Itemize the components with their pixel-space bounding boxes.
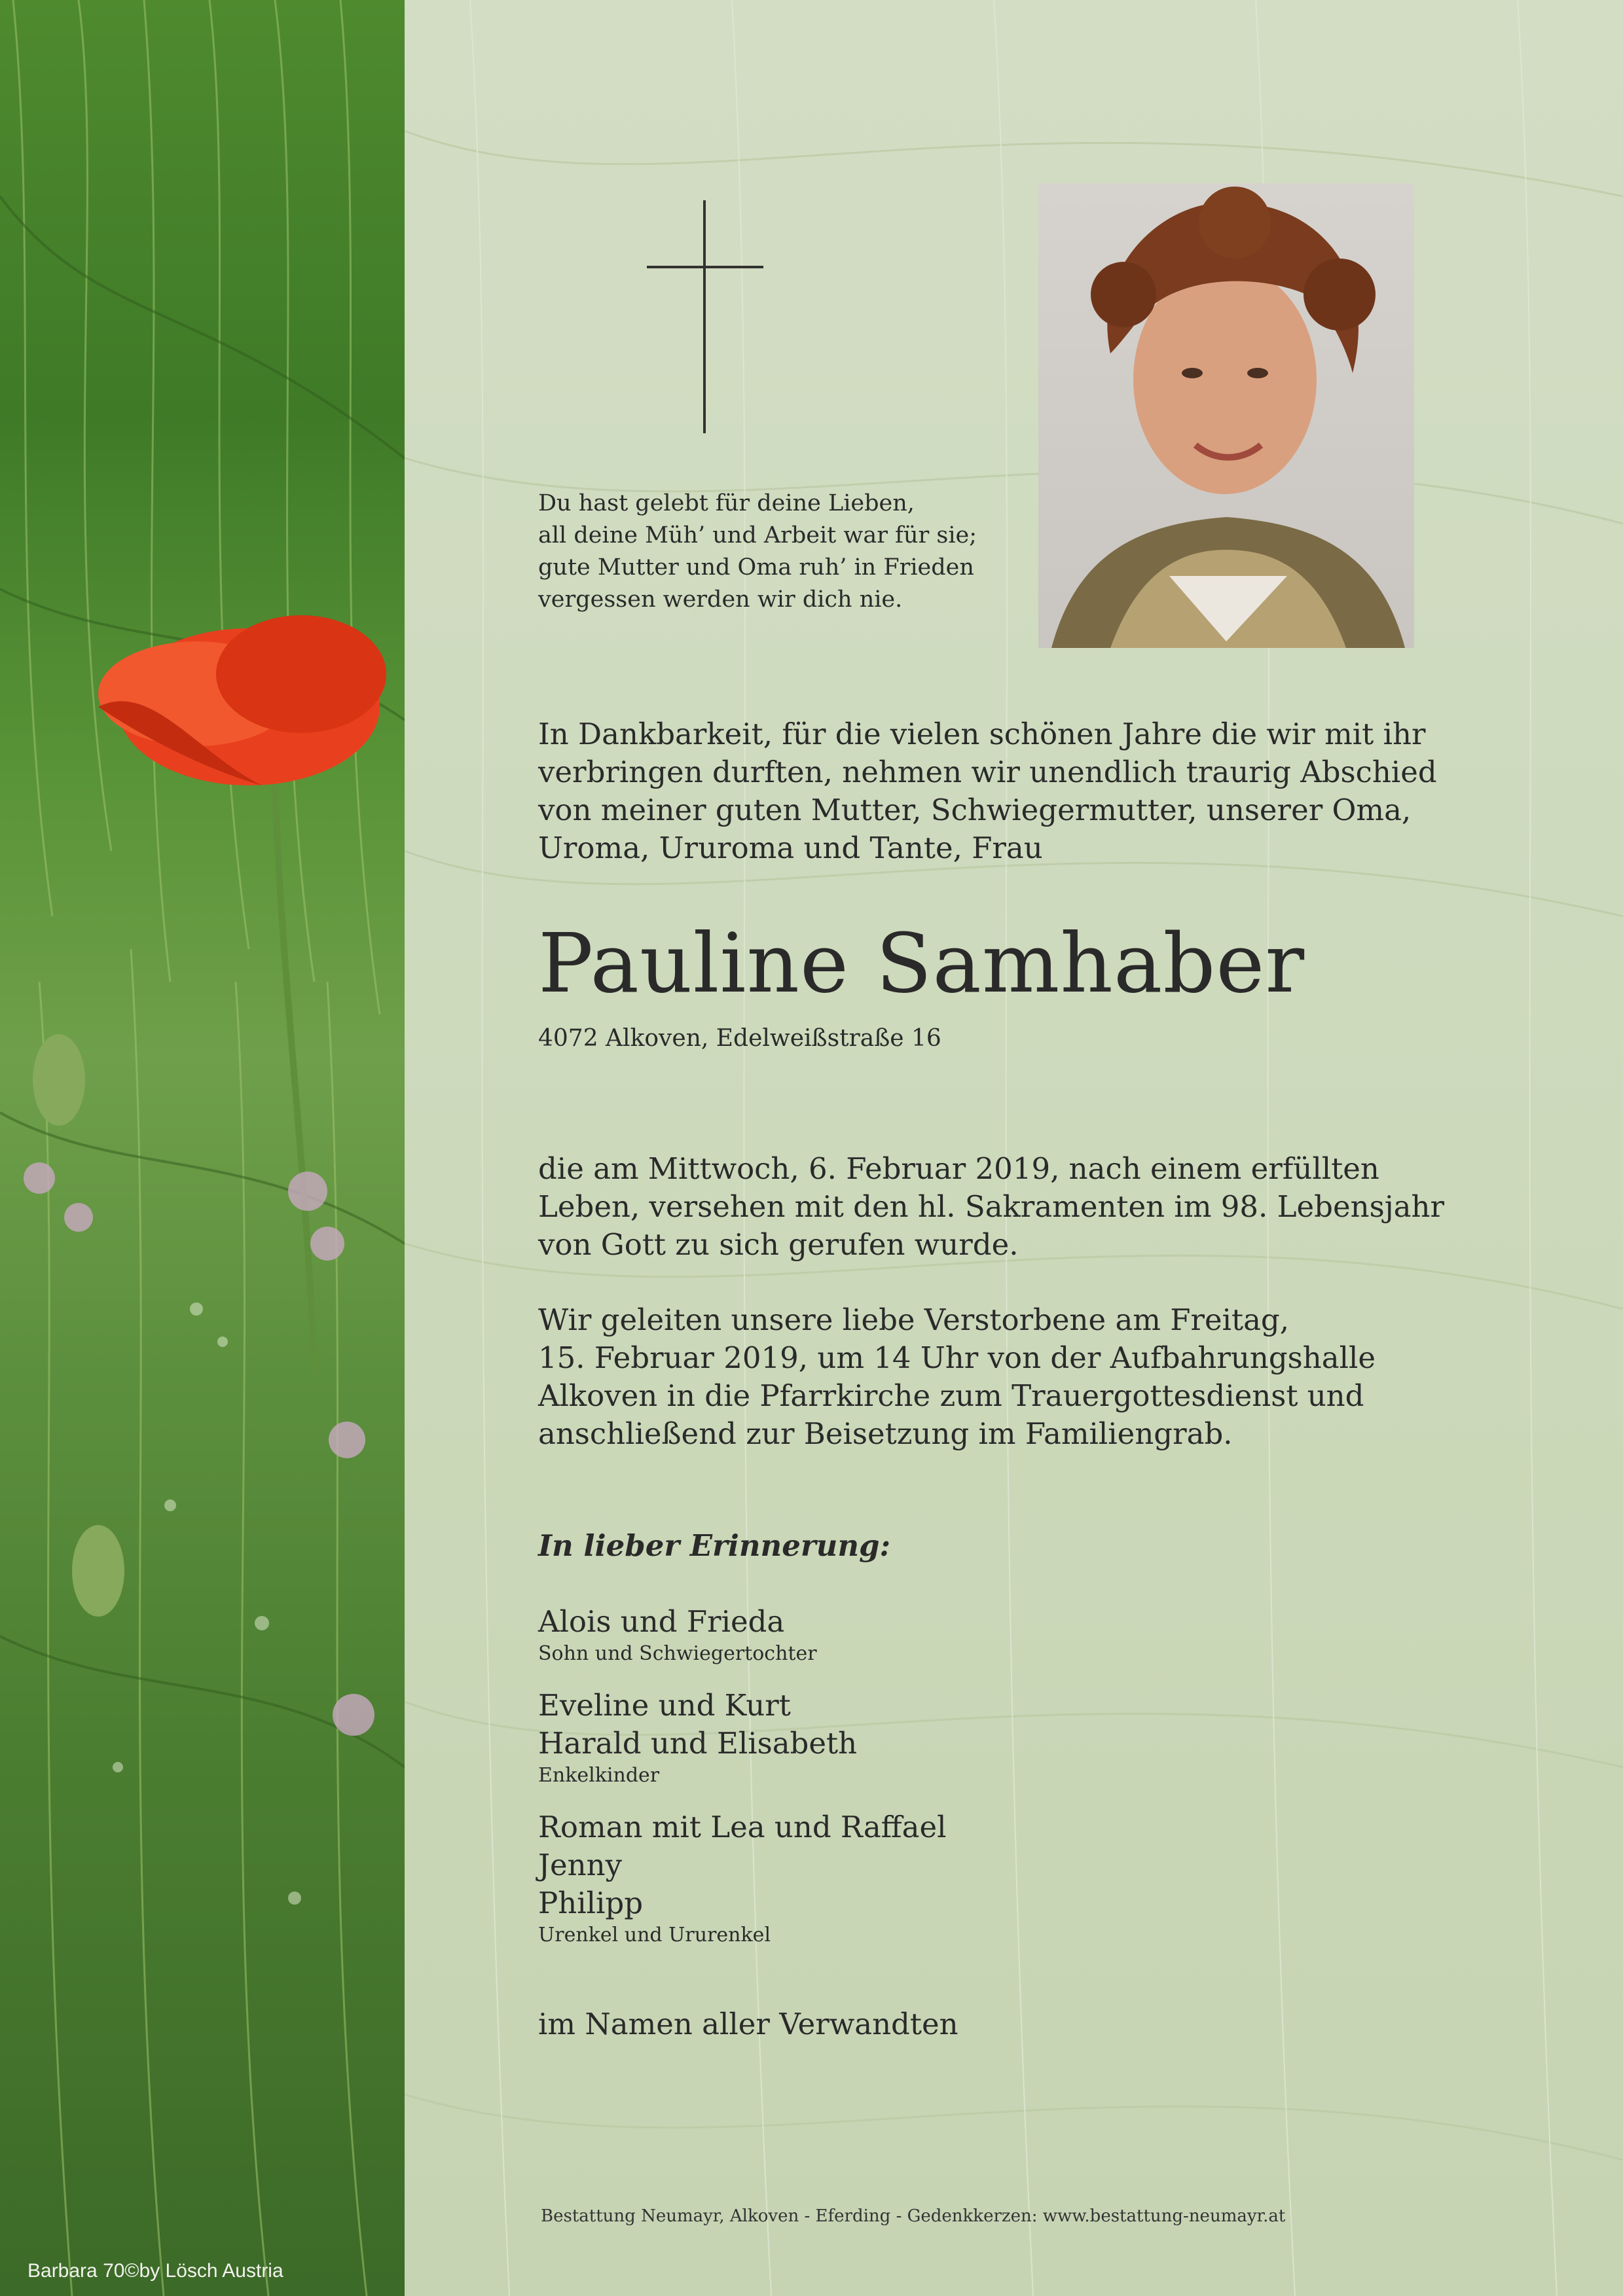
funeral-text	[538, 1301, 1455, 1453]
verse-line: gute Mutter und Oma ruh’ in Frieden	[538, 554, 974, 581]
intro-line: von meiner guten Mutter, Schwiegermutter, unserer Oma,	[538, 793, 1412, 827]
funeral-home-footer: Bestattung Neumayr, Alkoven - Eferding - Gedenkkerzen: www.bestattung-neumayr.at	[541, 2206, 1286, 2226]
portrait-photo	[1038, 183, 1414, 648]
meadow-photo	[0, 0, 405, 2296]
verse	[538, 488, 1010, 616]
mourner-name: Alois und Frieda	[538, 1604, 785, 1639]
mourner-name: Philipp	[538, 1886, 644, 1920]
intro-text	[538, 715, 1455, 867]
verse-line: Du hast gelebt für deine Lieben,	[538, 490, 915, 516]
mourner-group-grandchildren	[538, 1687, 1455, 1789]
closing-line: im Namen aller Verwandten	[538, 2007, 958, 2041]
deceased-name: Pauline Samhaber	[538, 916, 1305, 1011]
death-line: Leben, versehen mit den hl. Sakramenten im 98. Lebensjahr	[538, 1189, 1444, 1224]
death-line: die am Mittwoch, 6. Februar 2019, nach einem erfüllten	[538, 1151, 1379, 1186]
intro-line: Uroma, Ururoma und Tante, Frau	[538, 831, 1043, 865]
intro-line: verbringen durften, nehmen wir unendlich traurig Abschied	[538, 755, 1437, 789]
mourner-relation: Enkelkinder	[538, 1764, 660, 1787]
cross-icon	[647, 200, 763, 433]
portrait-illustration	[1038, 183, 1414, 648]
mourner-relation: Urenkel und Ururenkel	[538, 1924, 771, 1946]
poppy-flower	[98, 615, 386, 785]
funeral-line: 15. Februar 2019, um 14 Uhr von der Aufbahrungshalle	[538, 1340, 1376, 1375]
mourner-relation: Sohn und Schwiegertochter	[538, 1642, 817, 1665]
mourner-group-great-grandchildren	[538, 1808, 1455, 1948]
funeral-line: Wir geleiten unsere liebe Verstorbene am Freitag,	[538, 1302, 1290, 1337]
memory-heading: In lieber Erinnerung:	[538, 1528, 891, 1563]
verse-line: all deine Müh’ und Arbeit war für sie;	[538, 522, 977, 548]
mourner-name: Roman mit Lea und Raffael	[538, 1810, 947, 1844]
death-text	[538, 1150, 1455, 1264]
poppy-meadow-illustration	[0, 0, 405, 2296]
deceased-address: 4072 Alkoven, Edelweißstraße 16	[538, 1025, 941, 1052]
template-credit: Barbara 70©by Lösch Austria	[27, 2260, 283, 2282]
mourner-group-son	[538, 1603, 1455, 1667]
mourner-name: Eveline und Kurt	[538, 1688, 791, 1723]
funeral-line: anschließend zur Beisetzung im Familiengrab.	[538, 1416, 1233, 1451]
mourners-list	[538, 1603, 1455, 1968]
mourner-name: Harald und Elisabeth	[538, 1726, 858, 1761]
mourner-name: Jenny	[538, 1848, 623, 1882]
verse-line: vergessen werden wir dich nie.	[538, 586, 903, 613]
death-line: von Gott zu sich gerufen wurde.	[538, 1227, 1019, 1262]
funeral-line: Alkoven in die Pfarrkirche zum Trauergottesdienst und	[538, 1378, 1364, 1413]
intro-line: In Dankbarkeit, für die vielen schönen Jahre die wir mit ihr	[538, 717, 1426, 751]
